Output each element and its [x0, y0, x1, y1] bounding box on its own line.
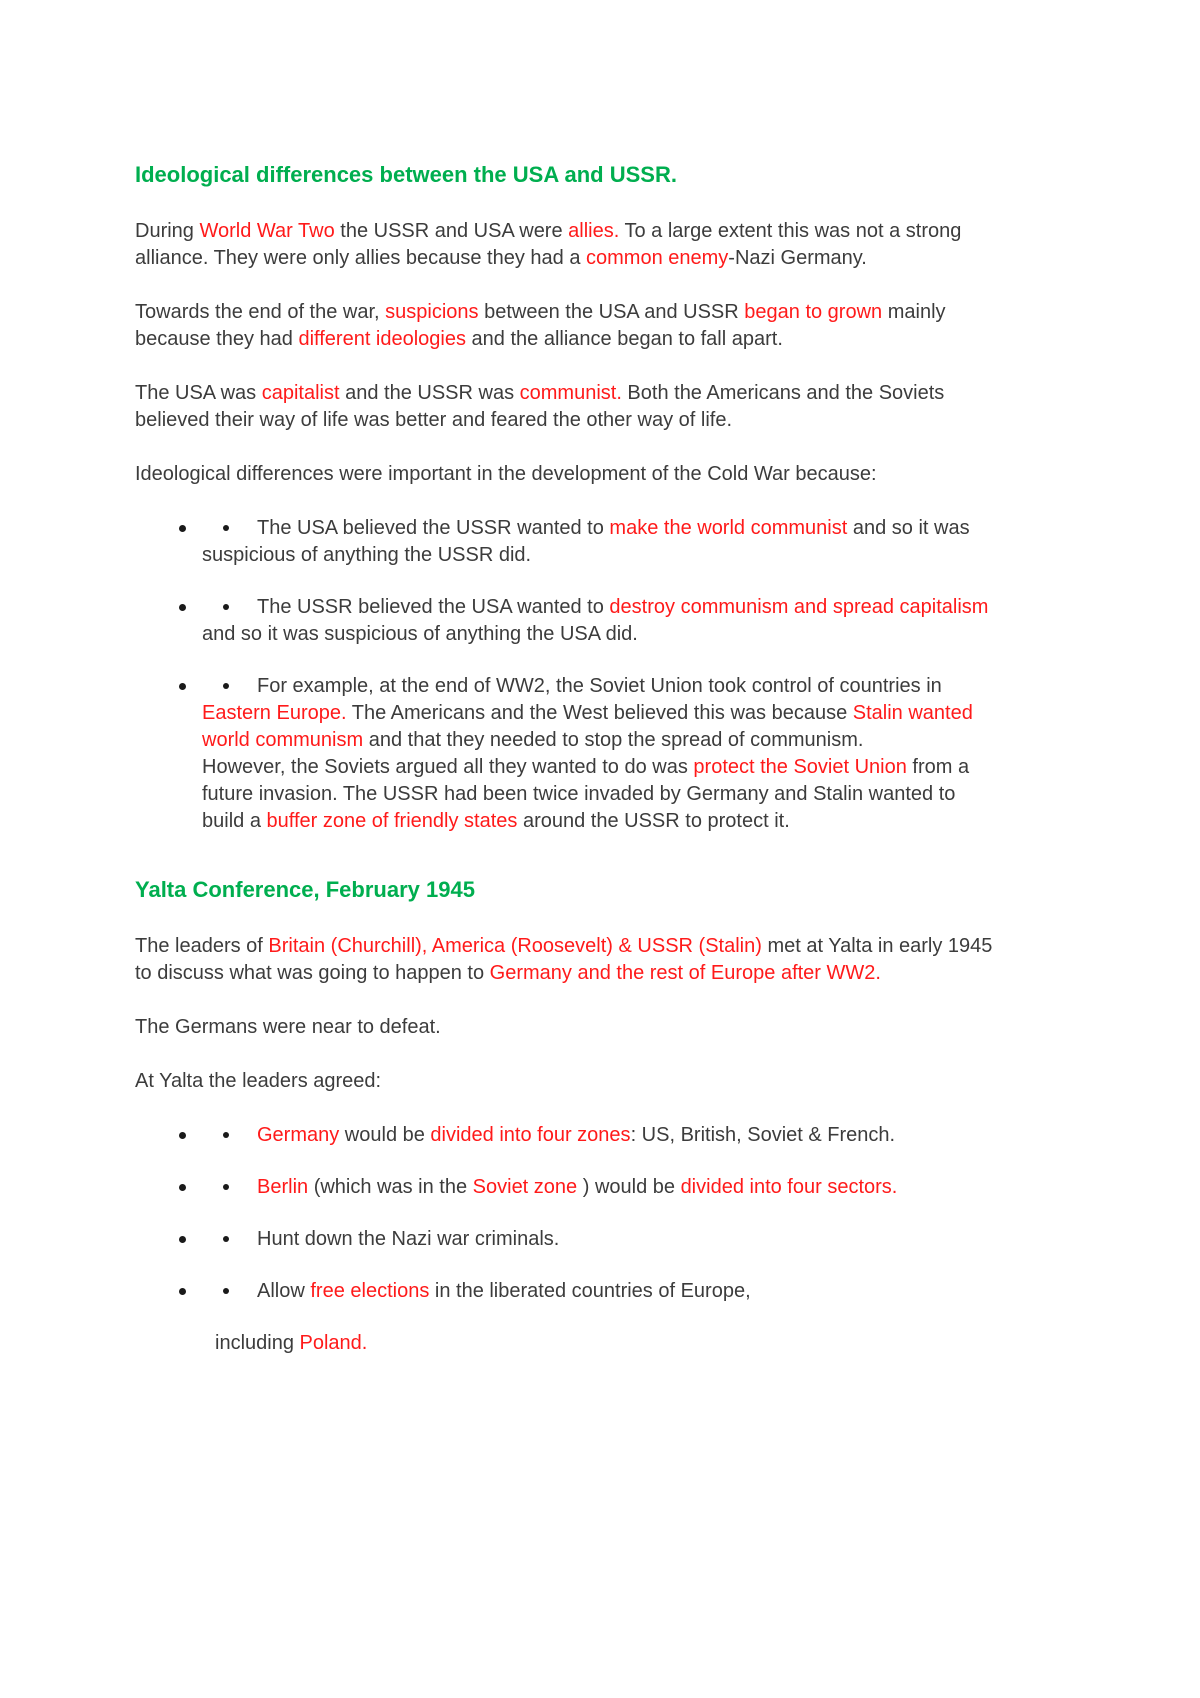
highlight-run: free elections	[310, 1280, 430, 1302]
text-run: Hunt down the Nazi war criminals.	[257, 1228, 560, 1250]
text-run: The Germans were near to defeat.	[135, 1016, 441, 1038]
text-run: However, the Soviets argued all they wanted to do was	[202, 756, 694, 778]
bullet-item	[202, 515, 995, 569]
highlight-run: suspicions	[385, 301, 479, 323]
section-heading	[135, 875, 995, 905]
highlight-run: Soviet zone	[472, 1176, 578, 1198]
highlight-run: divided into four sectors.	[680, 1176, 898, 1198]
highlight-run: make the world communist	[609, 517, 848, 539]
bullet-marker-icon	[179, 604, 186, 611]
highlight-run: Stalin wanted world communism	[202, 702, 973, 751]
highlight-run: different ideologies	[298, 328, 466, 350]
bullet-marker-icon	[223, 1236, 229, 1242]
text-run: and so it was suspicious of anything the USA did.	[202, 623, 638, 645]
highlight-run: destroy communism and spread capitalism	[609, 596, 989, 618]
text-run: and that they needed to stop the spread of communism.	[363, 729, 864, 751]
bullet-marker-icon	[179, 1236, 186, 1243]
paragraph	[135, 461, 995, 488]
text-run: mainly because they had	[135, 301, 946, 350]
text-run: For example, at the end of WW2, the Soviet Union took control of countries in	[257, 675, 942, 697]
text-run: the USSR and USA were	[334, 220, 569, 242]
section-heading	[135, 160, 995, 190]
highlight-run: buffer zone of friendly states	[266, 810, 518, 832]
text-run: Allow	[257, 1280, 311, 1302]
continuation-line	[215, 1330, 995, 1357]
highlight-run: began to grown	[744, 301, 883, 323]
text-run: The USA was	[135, 382, 262, 404]
paragraph	[135, 218, 995, 272]
text-run: : US, British, Soviet & French.	[630, 1124, 896, 1146]
bullet-marker-icon	[223, 683, 229, 689]
text-run: and the alliance began to fall apart.	[466, 328, 783, 350]
bullet-item	[202, 1226, 995, 1253]
highlight-run: communist.	[519, 382, 622, 404]
text-run: between the USA and USSR	[478, 301, 745, 323]
bullet-item	[202, 673, 995, 835]
text-run: -Nazi Germany.	[728, 247, 867, 269]
text-run: Ideological differences were important in the development of the Cold War because:	[135, 463, 877, 485]
text-run: around the USSR to protect it.	[517, 810, 790, 832]
text-run: and the USSR was	[339, 382, 520, 404]
highlight-run: Germany	[257, 1124, 340, 1146]
paragraph	[135, 933, 995, 987]
text-run: At Yalta the leaders agreed:	[135, 1070, 382, 1092]
paragraph	[135, 380, 995, 434]
heading-text: Yalta Conference, February 1945	[135, 877, 475, 902]
highlight-run: allies.	[568, 220, 620, 242]
bullet-item	[202, 1122, 995, 1149]
text-run: Towards the end of the war,	[135, 301, 386, 323]
text-run: from a future invasion. The USSR had been twice invaded by Germany and Stalin wanted to build a	[202, 756, 970, 832]
paragraph	[135, 1068, 995, 1095]
text-run: Both the Americans and the Soviets believed their way of life was better and feared the other way of life.	[135, 382, 945, 431]
paragraph	[135, 1014, 995, 1041]
text-run: and so it was suspicious of anything the USSR did.	[202, 517, 970, 566]
text-run: During	[135, 220, 200, 242]
highlight-run: World War Two	[199, 220, 335, 242]
highlight-run: Eastern Europe.	[202, 702, 347, 724]
highlight-run: protect the Soviet Union	[693, 756, 907, 778]
text-run: in the liberated countries of Europe,	[429, 1280, 751, 1302]
text-run: would be	[339, 1124, 431, 1146]
text-run: The USA believed the USSR wanted to	[257, 517, 610, 539]
paragraph	[135, 299, 995, 353]
text-run: The leaders of	[135, 935, 269, 957]
bullet-marker-icon	[223, 525, 229, 531]
highlight-run: Britain (Churchill), America (Roosevelt) & USSR (Stalin)	[268, 935, 762, 957]
bullet-marker-icon	[223, 1132, 229, 1138]
text-run: The USSR believed the USA wanted to	[257, 596, 610, 618]
text-run: To a large extent this was not a strong alliance. They were only allies because they had a	[135, 220, 962, 269]
highlight-run: Berlin	[257, 1176, 309, 1198]
document-content	[135, 160, 995, 1357]
highlight-run: divided into four zones	[430, 1124, 631, 1146]
highlight-run: Poland.	[299, 1332, 368, 1354]
bullet-marker-icon	[179, 683, 186, 690]
bullet-item	[202, 1278, 995, 1305]
text-run: ) would be	[577, 1176, 681, 1198]
text-run: including	[215, 1332, 300, 1354]
bullet-item	[202, 1174, 995, 1201]
bullet-marker-icon	[179, 1184, 186, 1191]
text-run: (which was in the	[308, 1176, 473, 1198]
highlight-run: common enemy	[586, 247, 729, 269]
bullet-marker-icon	[223, 1288, 229, 1294]
bullet-marker-icon	[179, 1288, 186, 1295]
text-run: met at Yalta in early 1945 to discuss what was going to happen to	[135, 935, 993, 984]
highlight-run: Germany and the rest of Europe after WW2.	[489, 962, 881, 984]
text-run: The Americans and the West believed this was because	[346, 702, 853, 724]
bullet-marker-icon	[223, 604, 229, 610]
bullet-marker-icon	[223, 1184, 229, 1190]
heading-text: Ideological differences between the USA and USSR.	[135, 162, 677, 187]
highlight-run: capitalist	[261, 382, 340, 404]
bullet-marker-icon	[179, 1132, 186, 1139]
bullet-marker-icon	[179, 525, 186, 532]
bullet-item	[202, 594, 995, 648]
